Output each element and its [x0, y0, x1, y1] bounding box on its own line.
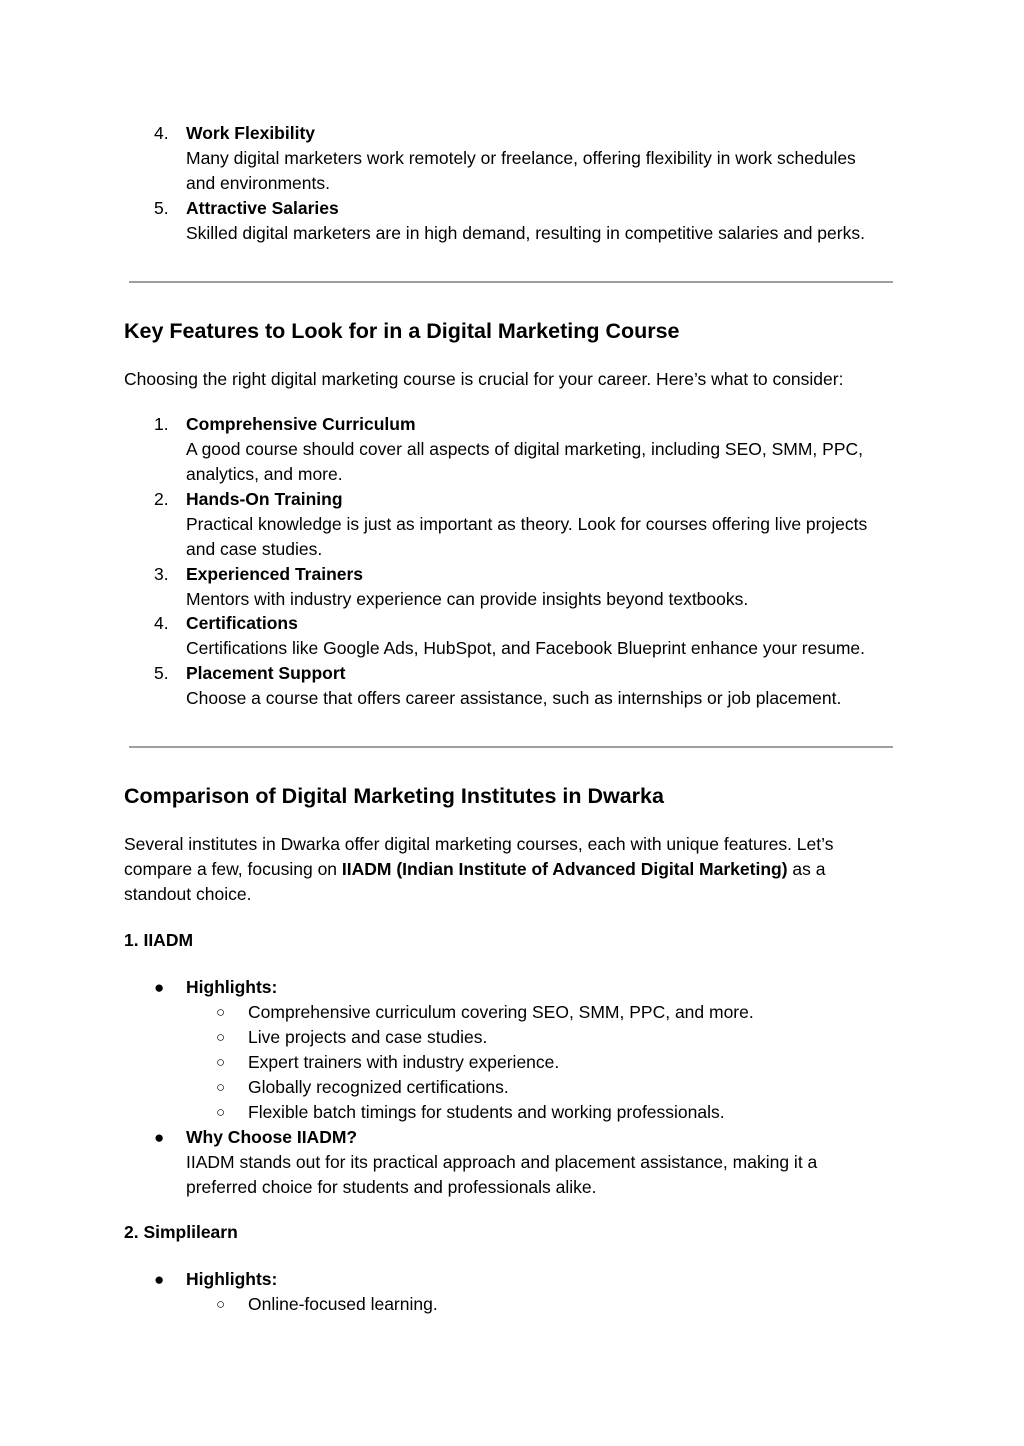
sub-bullet-icon: ○	[216, 1029, 226, 1046]
list-number: 3.	[154, 564, 169, 584]
list-item-title: Experienced Trainers	[186, 564, 364, 584]
list-item-text: analytics, and more.	[186, 464, 343, 484]
list-number: 5.	[154, 198, 169, 218]
sub-bullet-icon: ○	[216, 1296, 226, 1313]
list-item-text: Mentors with industry experience can provide insights beyond textbooks.	[186, 589, 749, 609]
list-item-text: Certifications like Google Ads, HubSpot, and Facebook Blueprint enhance your resume.	[186, 638, 865, 658]
list-item-title: Comprehensive Curriculum	[186, 414, 416, 434]
why-choose-text: IIADM stands out for its practical approach and placement assistance, making it a	[186, 1152, 818, 1172]
highlights-label: Highlights:	[186, 977, 278, 997]
list-item-title: Work Flexibility	[186, 123, 316, 143]
list-item-text: and case studies.	[186, 539, 323, 559]
section-heading: Key Features to Look for in a Digital Marketing Course	[124, 319, 680, 343]
sub-bullet-icon: ○	[216, 1079, 226, 1096]
list-item-title: Placement Support	[186, 663, 346, 683]
institute-name-bold: IIADM (Indian Institute of Advanced Digital Marketing)	[341, 859, 788, 879]
section-heading: Comparison of Digital Marketing Institutes in Dwarka	[124, 784, 664, 808]
list-number: 4.	[154, 123, 169, 143]
highlight-item: Live projects and case studies.	[248, 1027, 488, 1047]
highlight-item: Comprehensive curriculum covering SEO, SMM, PPC, and more.	[248, 1002, 754, 1022]
intro-text: compare a few, focusing on	[124, 859, 342, 879]
bullet-icon: ●	[154, 978, 165, 997]
list-item-text: A good course should cover all aspects of digital marketing, including SEO, SMM, PPC,	[186, 439, 863, 459]
section-intro-line	[124, 857, 894, 882]
section-intro: Choosing the right digital marketing course is crucial for your career. Here’s what to consider:	[124, 369, 844, 389]
section-intro-line: Several institutes in Dwarka offer digital marketing courses, each with unique features. Let’s	[124, 834, 834, 854]
horizontal-divider	[129, 281, 893, 283]
institute-heading: 2. Simplilearn	[124, 1222, 238, 1242]
bullet-icon: ●	[154, 1128, 165, 1147]
highlights-label: Highlights:	[186, 1269, 278, 1289]
list-number: 5.	[154, 663, 169, 683]
list-item-text: Skilled digital marketers are in high demand, resulting in competitive salaries and perks.	[186, 223, 865, 243]
sub-bullet-icon: ○	[216, 1054, 226, 1071]
list-item-text: and environments.	[186, 173, 330, 193]
list-number: 4.	[154, 613, 169, 633]
highlight-item: Expert trainers with industry experience.	[248, 1052, 560, 1072]
sub-bullet-icon: ○	[216, 1104, 226, 1121]
highlight-item: Globally recognized certifications.	[248, 1077, 509, 1097]
why-choose-text: preferred choice for students and professionals alike.	[186, 1177, 597, 1197]
list-number: 1.	[154, 414, 169, 434]
list-item-title: Attractive Salaries	[186, 198, 339, 218]
list-item-text: Practical knowledge is just as important as theory. Look for courses offering live projects	[186, 514, 868, 534]
institute-heading: 1. IIADM	[124, 930, 194, 950]
list-number: 2.	[154, 489, 169, 509]
why-choose-label: Why Choose IIADM?	[186, 1127, 358, 1147]
sub-bullet-icon: ○	[216, 1004, 226, 1021]
list-item-text: Choose a course that offers career assistance, such as internships or job placement.	[186, 688, 842, 708]
section-intro-line: standout choice.	[124, 884, 252, 904]
list-item-title: Certifications	[186, 613, 298, 633]
intro-text: as a	[787, 859, 826, 879]
list-item-text: Many digital marketers work remotely or freelance, offering flexibility in work schedules	[186, 148, 856, 168]
highlight-item: Online-focused learning.	[248, 1294, 438, 1314]
bullet-icon: ●	[154, 1270, 165, 1289]
list-item-title: Hands-On Training	[186, 489, 343, 509]
highlight-item: Flexible batch timings for students and working professionals.	[248, 1102, 725, 1122]
horizontal-divider	[129, 746, 893, 748]
